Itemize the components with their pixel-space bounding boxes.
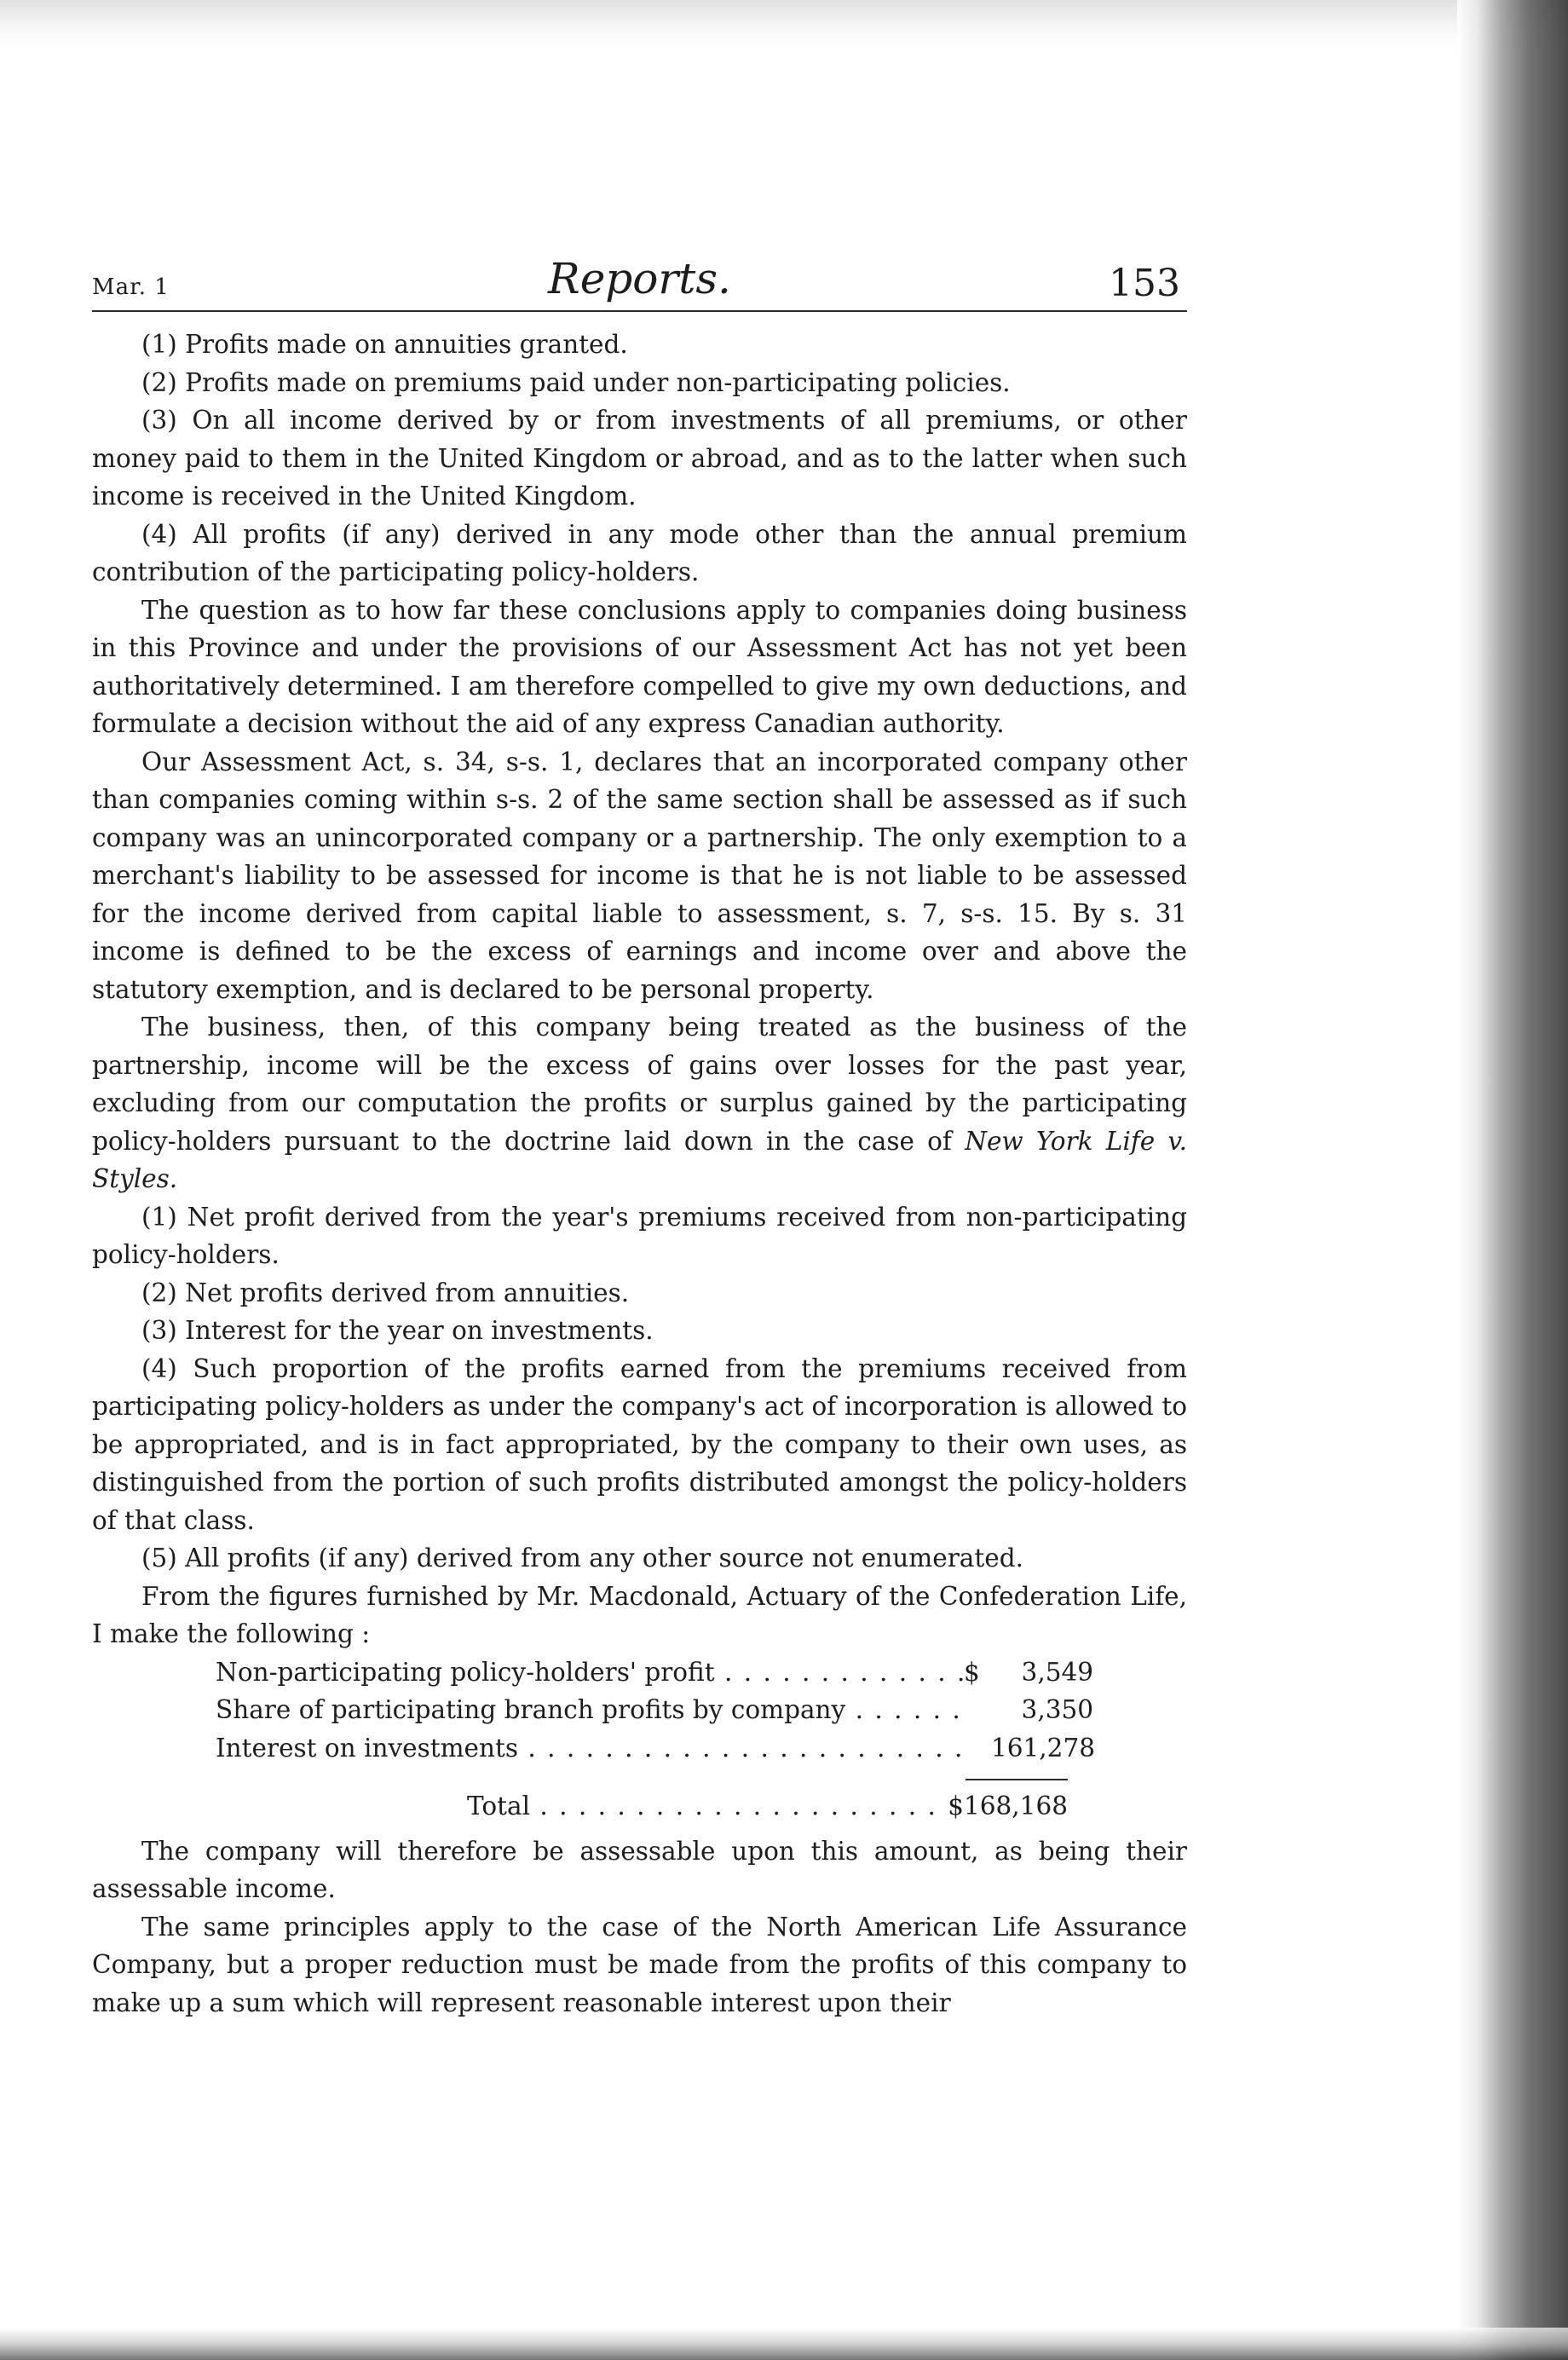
paragraph: Our Assessment Act, s. 34, s-s. 1, declares that an incorporated company other than companies coming within s-s. 2 of the same section shall be assessed as if such company was an unincorporated company or a partnership. The only exemption to a merchant's liability to be assessed for income is that he is not liable to be assessed for the income derived from capital liable to assessment, s. 7, s-s. 15. By s. 31 income is defined to be the excess of earnings and income over and above the statutory exemption, and is declared to be personal property. xyxy=(92,747,1187,1004)
page xyxy=(92,247,1187,2022)
total-rule xyxy=(966,1779,1068,1780)
scan-edge-top xyxy=(0,0,1568,51)
figures-table xyxy=(92,1653,1093,1768)
total-row xyxy=(92,1787,1068,1826)
paragraph: (1) Profits made on annuities granted. xyxy=(141,330,628,359)
paragraph: (5) All profits (if any) derived from any other source not enumerated. xyxy=(141,1544,1023,1572)
paragraph: The question as to how far these conclusions apply to companies doing business in this Province and under the provisions of our Assessment Act has not yet been authoritatively determined. I am therefore compelled to give my own deductions, and formulate a decision without the aid of any express Canadian authority. xyxy=(92,595,1187,738)
total-label: Total . . . xyxy=(467,1787,940,1826)
paragraph: (4) Such proportion of the profits earned from the premiums received from participating policy-holders as under the company's act of incorporation is allowed to be appropriated, and is in fact appropriated, by the company to their own uses, as distinguished from the portion of such profits distributed amongst the policy-holders of that class. xyxy=(92,1353,1187,1535)
header-title: Reports. xyxy=(548,254,731,303)
figure-row xyxy=(216,1729,1093,1768)
figure-row xyxy=(216,1653,1093,1692)
figure-label: Interest on investments . . . xyxy=(216,1729,964,1768)
paragraph: The company will therefore be assessable upon this amount, as being their assessable income. xyxy=(92,1836,1187,1903)
running-header xyxy=(92,247,1187,312)
paragraph: (3) Interest for the year on investments. xyxy=(141,1316,654,1345)
figure-amount: 161,278 xyxy=(991,1733,1095,1763)
body-text xyxy=(92,326,1187,2022)
figure-amount: 3,549 xyxy=(1021,1657,1093,1687)
case-name: New York Life v. Styles. xyxy=(92,1126,1187,1193)
scan-edge-right xyxy=(1457,0,1568,2360)
paragraph-case xyxy=(92,1008,1187,1198)
scan-edge-bottom xyxy=(0,2328,1568,2360)
paragraph: From the figures furnished by Mr. Macdonald, Actuary of the Confederation Life, I make the following : xyxy=(92,1581,1187,1648)
figure-label: Share of participating branch profits by company . . . xyxy=(216,1691,964,1729)
figure-amount: 3,350 xyxy=(1021,1695,1093,1724)
figure-label: Non-participating policy-holders' profit . . . xyxy=(216,1653,964,1692)
paragraph: (2) Profits made on premiums paid under non-participating policies. xyxy=(141,367,1011,397)
figure-currency: $ xyxy=(964,1657,980,1687)
paragraph: (2) Net profits derived from annuities. xyxy=(141,1278,630,1307)
header-date: Mar. 1 xyxy=(92,274,170,300)
page-number: 153 xyxy=(1109,262,1180,305)
paragraph: The same principles apply to the case of the North American Life Assurance Company, but a proper reduction must be made from the profits of this company to make up a sum which will represent reasonable interest upon their xyxy=(92,1912,1187,2017)
total-amount: $168,168 xyxy=(948,1792,1068,1820)
paragraph-case-text: The business, then, of this company being treated as the business of the partnership, income will be the excess of gains over losses for the past year, excluding from our computation the profits or surplus gained by the participating policy-holders pursuant to the doctrine laid down in the case of xyxy=(92,1013,1187,1156)
paragraph: (3) On all income derived by or from investments of all premiums, or other money paid to them in the United Kingdom or abroad, and as to the latter when such income is received in the United Kingdom. xyxy=(92,406,1187,511)
paragraph: (1) Net profit derived from the year's premiums received from non-participating policy-holders. xyxy=(92,1202,1187,1269)
spacer xyxy=(92,1826,1187,1832)
figure-row xyxy=(216,1691,1093,1729)
paragraph: (4) All profits (if any) derived in any mode other than the annual premium contribution of the participating policy-holders. xyxy=(92,519,1187,586)
